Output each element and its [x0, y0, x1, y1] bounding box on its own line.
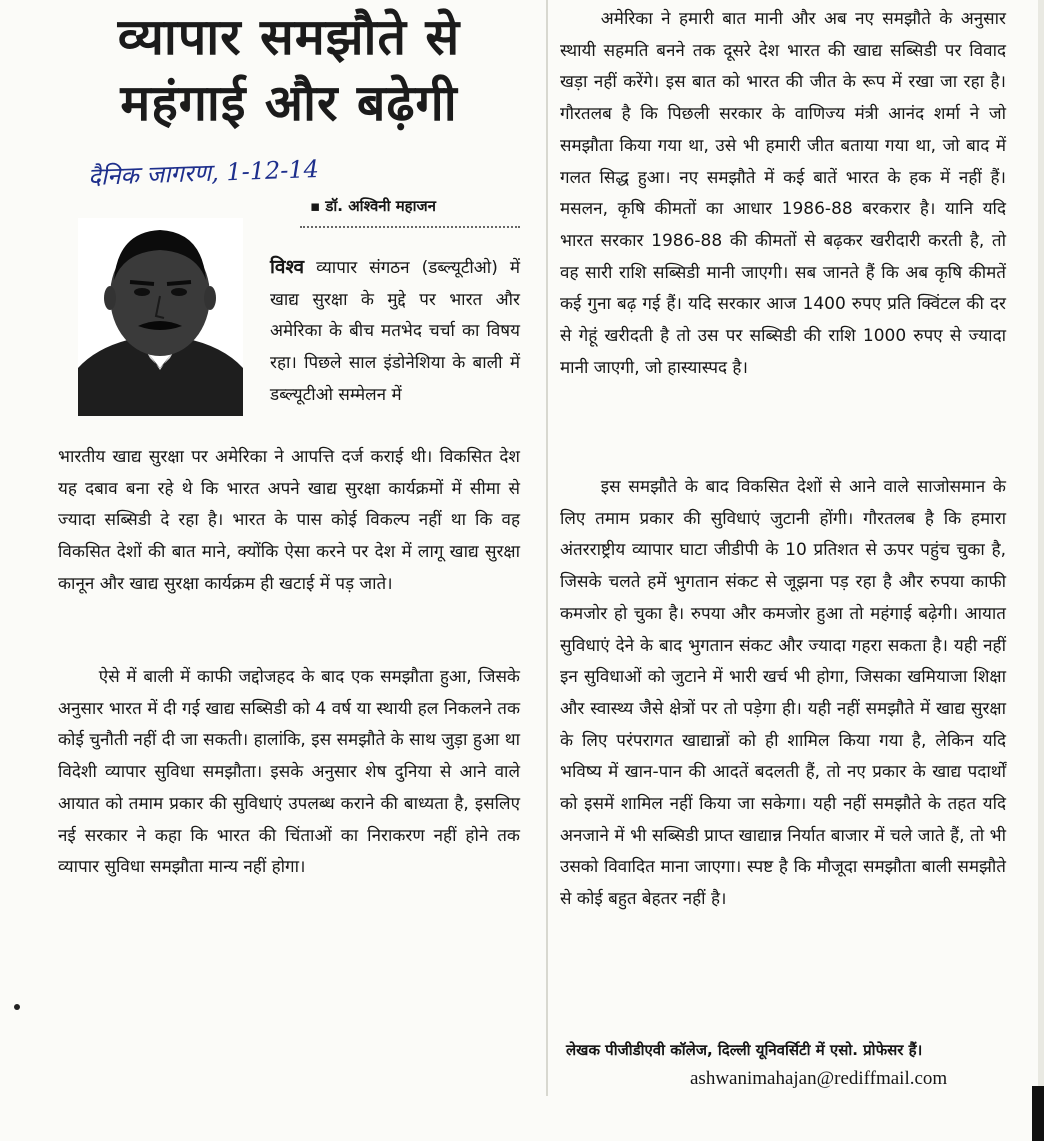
stray-dot — [14, 1004, 20, 1010]
left-para-1 — [270, 252, 520, 412]
byline-divider — [300, 226, 520, 228]
scan-edge — [1038, 0, 1044, 1141]
left-para-1-cont-text: भारतीय खाद्य सुरक्षा पर अमेरिका ने आपत्ति दर्ज कराई थी। विकसित देश यह दबाव बना रहे थे कि भारत अपने खाद्य सुरक्षा कार्यक्रमों में सीमा से ज्यादा सब्सिडी दे रहा है। भारत के पास कोई विकल्प नहीं था कि वह विकसित देशों की बात माने, क्योंकि ऐसा करने पर देश में लागू खाद्य सुरक्षा कानून और खाद्य सुरक्षा कार्यक्रम ही खटाई में पड़ जाते। — [58, 447, 520, 594]
column-divider — [546, 0, 548, 1096]
left-para-2 — [58, 662, 520, 884]
headline-block — [58, 4, 520, 136]
lead-word: विश्व — [270, 256, 305, 278]
right-para-2 — [560, 472, 1006, 916]
headline-line-1: व्यापार समझौते से — [117, 8, 461, 66]
right-para-1-text: अमेरिका ने हमारी बात मानी और अब नए समझौते के अनुसार स्थायी सहमति बनने तक दूसरे देश भारत की खाद्य सब्सिडी पर विवाद खड़ा नहीं करेंगे। इस बात को भारत की जीत के रूप में रखा जा रहा है। गौरतलब है कि पिछली सरकार के वाणिज्य मंत्री आनंद शर्मा ने जो समझौता किया गया था, उसे भी हमारी जीत बताया गया था, जो बाद में गलत सिद्ध हुआ। नए समझौते में कई बातें भारत के हक में नहीं हैं। मसलन, कृषि कीमतों का आधार 1986-88 बरकरार है। यानि यदि भारत सरकार 1986-88 की कीमतों से बढ़कर खरीदारी करती है, तो वह सारी राशि सब्सिडी मानी जाएगी। सब जानते हैं कि अब कृषि कीमतें कई गुना बढ़ गई हैं। यदि सरकार आज 1400 रुपए प्रति क्विंटल की दर से गेहूं खरीदती है तो उस पर सब्सिडी की राशि 1000 रुपए से ज्यादा मानी जाएगी, जो हास्यास्पद है। — [560, 9, 1006, 378]
author-note: लेखक पीजीडीएवी कॉलेज, दिल्ली यूनिवर्सिटी में एसो. प्रोफेसर हैं। — [566, 1041, 923, 1059]
author-byline: ▪ डॉ. अश्विनी महाजन — [310, 197, 436, 215]
left-para-1-text: व्यापार संगठन (डब्ल्यूटीओ) में खाद्य सुरक्षा के मुद्दे पर भारत और अमेरिका के बीच मतभेद चर्चा का विषय रहा। पिछले साल इंडोनेशिया के बाली में डब्ल्यूटीओ सम्मेलन में — [270, 258, 520, 405]
headline-line-2: महंगाई और बढ़ेगी — [120, 74, 458, 132]
right-para-1 — [560, 4, 1006, 384]
left-para-1-cont — [58, 442, 520, 601]
right-para-2-text: इस समझौते के बाद विकसित देशों से आने वाले साजोसमान के लिए तमाम प्रकार की सुविधाएं जुटानी होंगी। गौरतलब है कि हमारा अंतरराष्ट्रीय व्यापार घाटा जीडीपी के 10 प्रतिशत से ऊपर पहुंच चुका है, जिसके चलते हमें भुगतान संकट से जूझना पड़ रहा है और रुपया काफी कमजोर हो चुका है। रुपया और कमजोर हुआ तो महंगाई बढ़ेगी। आयात सुविधाएं देने के बाद भुगतान संकट और ज्यादा गहरा सकता है। यही नहीं इन सुविधाओं को जुटाने में भारी खर्च भी होगा, जिसका खमियाजा शिक्षा और स्वास्थ्य जैसे क्षेत्रों पर तो पड़ेगा ही। यही नहीं समझौते में खाद्य सुरक्षा के लिए परंपरागत खाद्यान्नों को ही शामिल किया गया है, लेकिन यदि भविष्य में खान-पान की आदतें बदलती हैं, तो नए प्रकार के खाद्य पदार्थों को इसमें शामिल नहीं किया जा सकेगा। यही नहीं समझौते के तहत यदि अनजाने में भी सब्सिडी प्राप्त खाद्यान्न निर्यात बाजार में चले जाते हैं, तो भी उसको विवादित माना जाएगा। स्पष्ट है कि मौजूदा समझौता बाली समझौते से कोई बहुत बेहतर नहीं है। — [560, 477, 1007, 910]
author-email: ashwanimahajan@rediffmail.com — [690, 1068, 948, 1089]
author-photo — [78, 218, 243, 416]
left-para-2-text: ऐसे में बाली में काफी जद्दोजहद के बाद एक समझौता हुआ, जिसके अनुसार भारत में दी गई खाद्य सब्सिडी को 4 वर्ष या स्थायी हल निकलने तक कोई चुनौती नहीं दी जा सकती। हालांकि, इस समझौते के साथ जुड़ा हुआ था विदेशी व्यापार सुविधा समझौता। इसके अनुसार शेष दुनिया से आने वाले आयात को तमाम प्रकार की सुविधाएं उपलब्ध कराने की बाध्यता है, इसलिए नई सरकार ने कहा कि भारत की चिंताओं का निराकरण नहीं होने तक व्यापार सुविधा समझौता मान्य नहीं होगा। — [58, 667, 520, 878]
handwritten-date-note: दैनिक जागरण, 1-12-14 — [87, 154, 320, 192]
scan-edge-dark — [1032, 1086, 1044, 1141]
